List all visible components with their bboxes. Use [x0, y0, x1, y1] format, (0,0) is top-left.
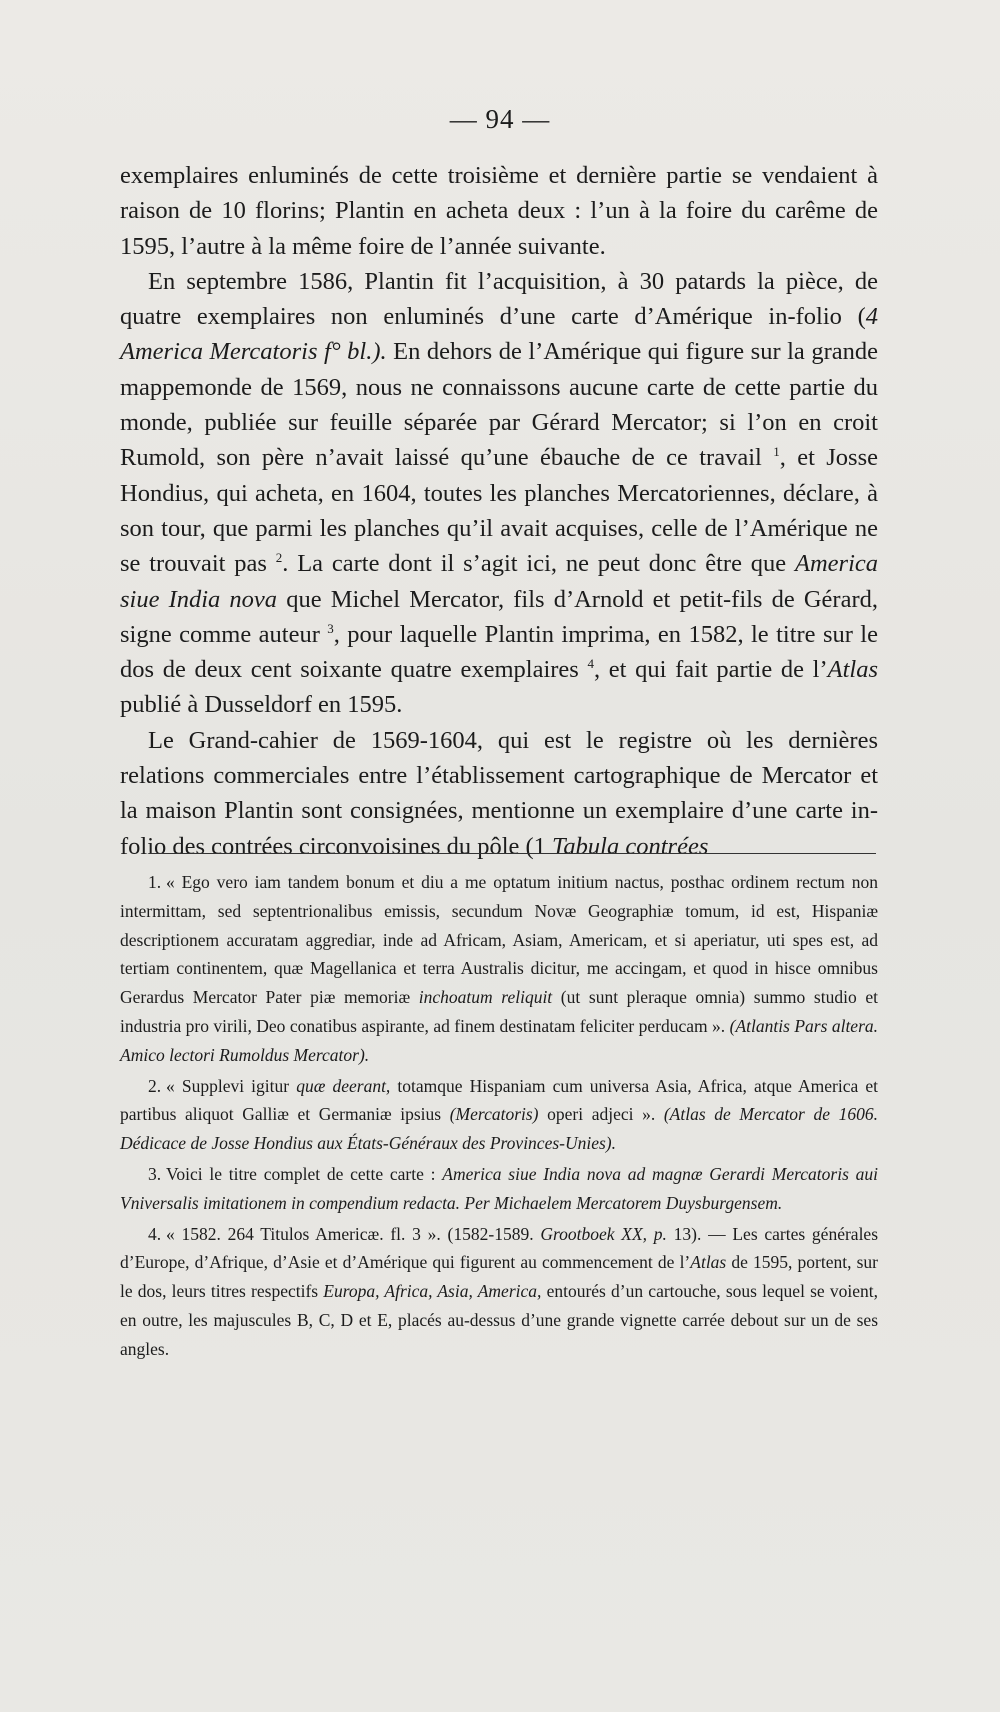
text-span: Le Grand-cahier de 1569-1604, qui est le registre où les dernières relations commerciales entre l’établissement cartographique de Mercator et la maison Plantin sont consignées, mentionne un exemplaire d’une carte in-folio des contrées circonvoisines du pôle (1 — [120, 726, 878, 860]
italic-span: 4 America Mercatoris f° bl.). — [120, 303, 878, 366]
text-span: , et qui fait partie de l’ — [594, 656, 828, 684]
paragraph-2 — [120, 264, 878, 723]
paragraph-3 — [120, 723, 878, 864]
text-span: « Ego vero iam tandem bonum et diu a me optatum initium nactus, posthac ordinem rectum non intermittam, sed septentrionalibus emissis, secundum Novæ Geographiæ tomum, id est, Hispaniæ descriptionem accuratam aggrediar, inde ad Africam, Asiam, Americam, et si aperiatur, uti spes est, ad tertiam continentem, quæ Magellanica et terra Australis dicitur, me accingam, et quod in hisce omnibus Gerardus Mercator Pater piæ memoriæ — [120, 872, 878, 1008]
footnote-number: 3. — [148, 1163, 162, 1184]
text-span: En dehors de l’Amérique qui figure sur la grande mappemonde de 1569, nous ne connaissons aucune carte de cette partie du monde, publiée sur feuille séparée par Gérard Mercator; si l’on en croit Rumold, son père n’avait laissé qu’une ébauche de ce travail — [120, 338, 878, 472]
text-span: publié à Dusseldorf en 1595. — [120, 691, 403, 719]
text-span: En septembre 1586, Plantin fit l’acquisition, à 30 patards la pièce, de quatre exemplaires non enluminés d’une carte d’Amérique in-folio ( — [120, 267, 878, 331]
italic-span: Atlas — [690, 1252, 727, 1273]
text-span: , et Josse Hondius, qui acheta, en 1604, toutes les planches Mercatoriennes, déclare, à son tour, que parmi les planches qu’il avait acquises, celle de l’Amérique ne se trouvait pas — [120, 444, 878, 578]
italic-span: Grootboek XX, p. — [540, 1223, 667, 1244]
italic-span: (Atlas de Mercator de 1606. Dédicace de Josse Hondius aux États-Généraux des Provinces-Unies). — [120, 1104, 878, 1154]
main-text — [120, 158, 878, 864]
footnote-number: 2. — [148, 1075, 162, 1096]
footnote-3 — [120, 1160, 878, 1218]
footnote-number: 4. — [148, 1223, 162, 1244]
italic-span: America siue India nova — [120, 550, 878, 613]
footnote-ref-3[interactable]: 3 — [327, 620, 334, 636]
text-span: . La carte dont il s’agit ici, ne peut donc être que — [282, 550, 795, 578]
italic-span: (Mercatoris) — [449, 1104, 539, 1125]
italic-span: inchoatum reliquit — [418, 987, 553, 1008]
text-span: Voici le titre complet de cette carte : — [166, 1163, 443, 1184]
footnote-4 — [120, 1220, 878, 1364]
footnote-ref-4[interactable]: 4 — [587, 656, 594, 671]
italic-span: quæ deerant, — [296, 1075, 391, 1096]
paragraph-1-text: exemplaires enluminés de cette troisième et dernière partie se vendaient à raison de 10 florins; Plantin en acheta deux : l’un à la foire du carême de 1595, l’autre à la même foire de l’année suivante. — [120, 162, 878, 260]
text-span: 13). — Les cartes générales d’Europe, d’Afrique, d’Asie et d’Amérique qui figurent au commencement de l’ — [120, 1223, 879, 1273]
footnote-divider — [150, 853, 876, 854]
text-span: operi adjeci ». — [538, 1104, 664, 1125]
footnote-ref-1[interactable]: 1 — [773, 444, 780, 460]
italic-span: Atlas — [827, 656, 879, 684]
footnote-2 — [120, 1072, 878, 1158]
text-span: que Michel Mercator, fils d’Arnold et petit-fils de Gérard, signe comme auteur — [120, 585, 878, 648]
page-number: — 94 — — [449, 104, 551, 134]
text-span: « 1582. 264 Titulos Americæ. fl. 3 ». (1582-1589. — [166, 1223, 541, 1244]
footnote-ref-2[interactable]: 2 — [275, 550, 283, 566]
italic-span: (Atlantis Pars altera. Amico lectori Rumoldus Mercator). — [120, 1015, 879, 1065]
footnote-1 — [120, 868, 878, 1070]
italic-span: America siue India nova ad magnæ Gerardi Mercatoris aui Vniversalis imitationem in compendium redacta. Per Michaelem Mercatorem Duysburgensem. — [120, 1163, 878, 1213]
text-span: (ut sunt pleraque omnia) summo studio et industria pro virili, Deo conatibus aspirante, ad finem destinatam feliciter perducam ». — [120, 987, 878, 1036]
footnotes — [120, 868, 878, 1366]
text-span: de 1595, portent, sur le dos, leurs titres respectifs — [120, 1252, 878, 1302]
text-span: totamque Hispaniam cum universa Asia, Africa, atque America et partibus aliquot Galliæ et Germaniæ ipsius — [120, 1075, 878, 1125]
text-span: entourés d’un cartouche, sous lequel se voient, en outre, les majuscules B, C, D et E, placés au-dessus d’une grande vignette carrée debout sur un de ses angles. — [120, 1281, 878, 1359]
footnote-number: 1. — [148, 872, 162, 892]
text-span: , pour laquelle Plantin imprima, en 1582, le titre sur le dos de deux cent soixante quatre exemplaires — [120, 620, 878, 684]
paragraph-1 — [120, 158, 878, 264]
italic-span: Europa, Africa, Asia, America, — [323, 1281, 542, 1302]
text-span: « Supplevi igitur — [166, 1075, 297, 1096]
italic-span: Tabula contrées — [552, 832, 709, 860]
